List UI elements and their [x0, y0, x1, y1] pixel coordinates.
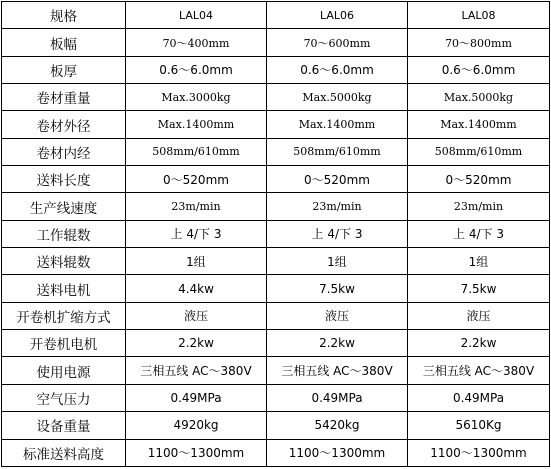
value-cell: 三相五线 AC～380V [126, 357, 267, 384]
value-cell: 5610Kg [408, 412, 550, 439]
value-cell: Max.1400mm [408, 111, 550, 138]
value-cell: 0～520mm [267, 166, 408, 193]
table-row [2, 275, 550, 302]
spec-table [1, 1, 550, 467]
row-label-cell: 设备重量 [2, 412, 126, 439]
value-cell: 0.6～6.0mm [267, 56, 408, 83]
value-cell: 2.2kw [408, 330, 550, 357]
table-row [2, 29, 550, 56]
value-cell: 1组 [408, 248, 550, 275]
value-cell: 70～400mm [126, 29, 267, 56]
value-cell: 液压 [267, 302, 408, 329]
value-cell: Max.5000kg [267, 84, 408, 111]
value-cell: 23m/min [126, 193, 267, 220]
value-cell: 上 4/下 3 [126, 220, 267, 247]
value-cell: 0～520mm [126, 166, 267, 193]
value-cell: 508mm/610mm [408, 138, 550, 165]
row-label-cell: 送料长度 [2, 166, 126, 193]
value-cell: 70～600mm [267, 29, 408, 56]
value-cell: 1组 [126, 248, 267, 275]
value-cell: 液压 [408, 302, 550, 329]
row-label-cell: 生产线速度 [2, 193, 126, 220]
table-row [2, 166, 550, 193]
table-row [2, 56, 550, 83]
value-cell: 液压 [126, 302, 267, 329]
table-row [2, 357, 550, 384]
value-cell: 7.5kw [408, 275, 550, 302]
table-row [2, 302, 550, 329]
value-cell: 1100～1300mm [126, 439, 267, 467]
table-row [2, 439, 550, 467]
value-cell: 2.2kw [126, 330, 267, 357]
row-label-cell: 卷材重量 [2, 84, 126, 111]
value-cell: 508mm/610mm [126, 138, 267, 165]
header-row [2, 2, 550, 29]
row-label-cell: 开卷机扩缩方式 [2, 302, 126, 329]
model-cell-lal06: LAL06 [267, 2, 408, 29]
table-row [2, 330, 550, 357]
value-cell: 5420kg [267, 412, 408, 439]
row-label-cell: 板厚 [2, 56, 126, 83]
value-cell: 7.5kw [267, 275, 408, 302]
header-label-cell: 规格 [2, 2, 126, 29]
value-cell: 23m/min [408, 193, 550, 220]
value-cell: 508mm/610mm [267, 138, 408, 165]
row-label-cell: 送料辊数 [2, 248, 126, 275]
value-cell: Max.5000kg [408, 84, 550, 111]
value-cell: 0.6～6.0mm [126, 56, 267, 83]
table-row [2, 111, 550, 138]
value-cell: Max.1400mm [267, 111, 408, 138]
row-label-cell: 卷材外径 [2, 111, 126, 138]
value-cell: 0.6～6.0mm [408, 56, 550, 83]
value-cell: 23m/min [267, 193, 408, 220]
value-cell: 1100～1300mm [267, 439, 408, 467]
table-row [2, 412, 550, 439]
row-label-cell: 标准送料高度 [2, 439, 126, 467]
row-label-cell: 工作辊数 [2, 220, 126, 247]
value-cell: Max.3000kg [126, 84, 267, 111]
value-cell: 4920kg [126, 412, 267, 439]
row-label-cell: 空气压力 [2, 384, 126, 411]
table-row [2, 384, 550, 411]
model-cell-lal04: LAL04 [126, 2, 267, 29]
value-cell: 上 4/下 3 [267, 220, 408, 247]
value-cell: 1组 [267, 248, 408, 275]
value-cell: 4.4kw [126, 275, 267, 302]
value-cell: 0.49MPa [267, 384, 408, 411]
value-cell: 0.49MPa [408, 384, 550, 411]
table-row [2, 84, 550, 111]
value-cell: 1100～1300mm [408, 439, 550, 467]
table-row [2, 193, 550, 220]
value-cell: 0.49MPa [126, 384, 267, 411]
table-row [2, 138, 550, 165]
model-cell-lal08: LAL08 [408, 2, 550, 29]
table-row [2, 220, 550, 247]
row-label-cell: 卷材内经 [2, 138, 126, 165]
value-cell: 上 4/下 3 [408, 220, 550, 247]
table-row [2, 248, 550, 275]
row-label-cell: 板幅 [2, 29, 126, 56]
value-cell: 三相五线 AC～380V [408, 357, 550, 384]
value-cell: Max.1400mm [126, 111, 267, 138]
row-label-cell: 开卷机电机 [2, 330, 126, 357]
row-label-cell: 使用电源 [2, 357, 126, 384]
value-cell: 0～520mm [408, 166, 550, 193]
row-label-cell: 送料电机 [2, 275, 126, 302]
value-cell: 70～800mm [408, 29, 550, 56]
value-cell: 三相五线 AC～380V [267, 357, 408, 384]
value-cell: 2.2kw [267, 330, 408, 357]
